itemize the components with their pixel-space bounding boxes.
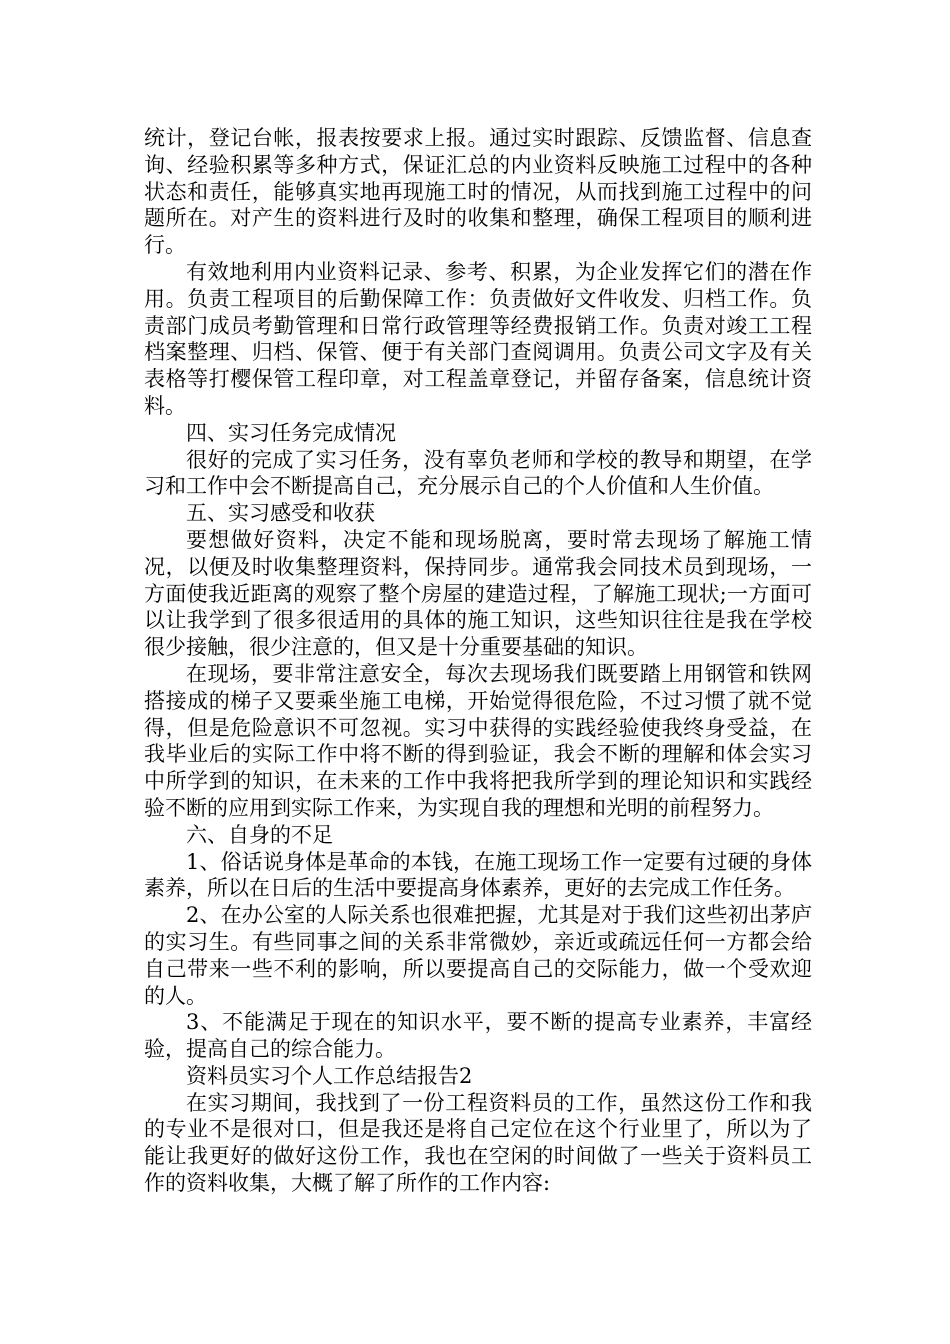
paragraph-report-2-intro: 在实习期间，我找到了一份工程资料员的工作，虽然这份工作和我的专业不是很对口，但是我还是将自己定位在这个行业里了，所以为了能让我更好的做好这份工作，我也在空闲的时间做了一些关于资料员工作的资料收集，大概了解了所作的工作内容: [144, 1090, 812, 1196]
report-title-2: 资料员实习个人工作总结报告2 [186, 1063, 473, 1088]
section-heading-4: 四、实习任务完成情况 [186, 420, 396, 445]
list-item-shortcoming-3: 3、不能满足于现在的知识水平，要不断的提高专业素养，丰富经验，提高自己的综合能力。 [144, 1010, 812, 1062]
paragraph-task-completion: 很好的完成了实习任务，没有辜负老师和学校的教导和期望，在学习和工作中会不断提高自己，充分展示自己的个人价值和人生价值。 [144, 447, 812, 499]
paragraph-experience-1: 要想做好资料，决定不能和现场脱离，要时常去现场了解施工情况，以便及时收集整理资料，保持同步。通常我会同技术员到现场，一方面使我近距离的观察了整个房屋的建造过程，了解施工现状;一方面可以让我学到了很多很适用的具体的施工知识，这些知识往往是我在学校很少接触，很少注意的，但又是十分重要基础的知识。 [144, 527, 812, 660]
list-item-shortcoming-2: 2、在办公室的人际关系也很难把握，尤其是对于我们这些初出茅庐的实习生。有些同事之间的关系非常微妙，亲近或疏远任何一方都会给自己带来一些不利的影响，所以要提高自己的交际能力，做一个受欢迎的人。 [144, 903, 812, 1008]
paragraph-responsibilities: 有效地利用内业资料记录、参考、积累，为企业发挥它们的潜在作用。负责工程项目的后勤保障工作：负责做好文件收发、归档工作。负责部门成员考勤管理和日常行政管理等经费报销工作。负责对竣工工程档案整理、归档、保管、便于有关部门查阅调用。负责公司文字及有关表格等打樱保管工程印章，对工程盖章登记，并留存备案，信息统计资料。 [144, 259, 812, 418]
section-heading-5: 五、实习感受和收获 [186, 501, 375, 526]
list-item-shortcoming-1: 1、俗话说身体是革命的本钱，在施工现场工作一定要有过硬的身体素养，所以在日后的生活中要提高身体素养，更好的去完成工作任务。 [144, 849, 812, 901]
document-body [144, 125, 812, 1197]
section-heading-6: 六、自身的不足 [186, 822, 333, 847]
paragraph-continuation: 统计，登记台帐，报表按要求上报。通过实时跟踪、反馈监督、信息查询、经验积累等多种方式，保证汇总的内业资料反映施工过程中的各种状态和责任，能够真实地再现施工时的情况，从而找到施工过程中的问题所在。对产生的资料进行及时的收集和整理，确保工程项目的顺利进行。 [144, 126, 812, 258]
paragraph-experience-2: 在现场，要非常注意安全，每次去现场我们既要踏上用钢管和铁网搭接成的梯子又要乘坐施工电梯，开始觉得很危险，不过习惯了就不觉得，但是危险意识不可忽视。实习中获得的实践经验使我终身受益，在我毕业后的实际工作中将不断的得到验证，我会不断的理解和体会实习中所学到的知识，在未来的工作中我将把我所学到的理论知识和实践经验不断的应用到实际工作来，为实现自我的理想和光明的前程努力。 [144, 661, 812, 820]
